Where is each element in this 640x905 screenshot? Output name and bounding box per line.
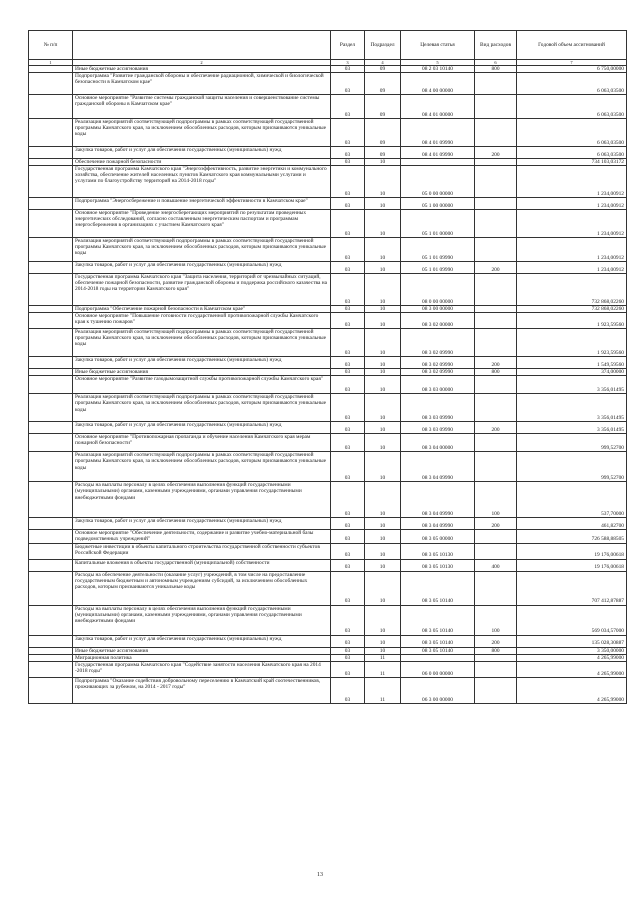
num-cell <box>29 210 73 238</box>
exp-type-cell: 200 <box>475 262 517 274</box>
table-row <box>29 198 627 210</box>
header-section: Раздел <box>331 31 365 60</box>
name-cell: Бюджетные инвестиции в объекты капитального строительства государственной собственности субъектов Российской Федерации <box>73 543 331 559</box>
name-cell: Подпрограмма "Энергосбережение и повышение энергетической эффективности в Камчатском крае" <box>73 198 331 210</box>
total-cell: 734 103,03172 <box>517 159 627 166</box>
target-cell: 05 1 01 09990 <box>401 262 475 274</box>
total-cell: 1 234,00912 <box>517 262 627 274</box>
header-num: № п/п <box>29 31 73 60</box>
name-cell: Подпрограмма "Развитие гражданской обороны и обеспечение радиационной, химической и биологической безопасности в Камчатском крае" <box>73 73 331 95</box>
section-cell: 03 <box>331 329 365 357</box>
name-cell: Основное мероприятие "Повышение готовности государственной противопожарной службы Камчатского края к тушению пожаров" <box>73 313 331 329</box>
exp-type-cell <box>475 376 517 394</box>
name-cell: Иные бюджетные ассигнования <box>73 369 331 376</box>
num-cell <box>29 530 73 543</box>
name-cell: Реализация мероприятий соответствующей подпрограммы в рамках соответствующей государственной программы Камчатского края, за исключением обособленных расходов, которым присваиваются уникальные коды <box>73 238 331 262</box>
exp-type-cell: 800 <box>475 66 517 73</box>
num-cell <box>29 543 73 559</box>
num-cell <box>29 482 73 518</box>
subsection-cell: 09 <box>365 147 401 159</box>
exp-type-cell <box>475 571 517 605</box>
name-cell: Закупка товаров, работ и услуг для обеспечения государственных (муниципальных) нужд <box>73 357 331 369</box>
target-cell: 08 3 05 00000 <box>401 530 475 543</box>
total-cell: 1 923,59560 <box>517 313 627 329</box>
section-cell: 03 <box>331 518 365 530</box>
section-cell: 03 <box>331 166 365 198</box>
target-cell: 08 4 01 09990 <box>401 147 475 159</box>
subsection-cell: 10 <box>365 329 401 357</box>
exp-type-cell <box>475 313 517 329</box>
num-cell <box>29 394 73 422</box>
exp-type-cell: 200 <box>475 422 517 434</box>
section-cell: 03 <box>331 66 365 73</box>
total-cell: 6 750,00000 <box>517 66 627 73</box>
subsection-cell: 10 <box>365 210 401 238</box>
header-name <box>73 31 331 60</box>
num-cell <box>29 677 73 703</box>
name-cell: Государственная программа Камчатского края "Энергоэффективность, развитие энергетики и коммунального хозяйства, обеспечение жителей населенных пунктов Камчатского края коммунальными услугами и услугами по благоустройству территорий на 2014-2018 годы" <box>73 166 331 198</box>
target-cell: 06 0 00 00000 <box>401 661 475 677</box>
subsection-cell: 10 <box>365 434 401 452</box>
page-number: 13 <box>317 872 323 878</box>
name-cell: Реализация мероприятий соответствующей подпрограммы в рамках соответствующей государственной программы Камчатского края, за исключением обособленных расходов, которым присваиваются уникальные коды <box>73 119 331 147</box>
total-cell: 6 063,03500 <box>517 119 627 147</box>
subsection-cell: 10 <box>365 422 401 434</box>
total-cell: 1 234,00912 <box>517 198 627 210</box>
section-cell: 03 <box>331 661 365 677</box>
target-cell: 08 3 02 00000 <box>401 313 475 329</box>
table-row <box>29 452 627 482</box>
num-cell <box>29 434 73 452</box>
target-cell: 08 4 01 00000 <box>401 95 475 119</box>
table-row <box>29 369 627 376</box>
name-cell: Государственная программа Камчатского края "Содействие занятости населения Камчатского края на 2014 -2018 годы" <box>73 661 331 677</box>
num-cell <box>29 95 73 119</box>
target-cell: 08 3 05 10130 <box>401 559 475 571</box>
target-cell: 08 4 00 00000 <box>401 73 475 95</box>
section-cell: 03 <box>331 482 365 518</box>
section-cell: 03 <box>331 159 365 166</box>
table-row <box>29 605 627 635</box>
name-cell: Расходы на обеспечение деятельности (оказание услуг) учреждений, в том числе на предоставление государственным бюджетным и автономным учреждениям субсидий, за исключением обособленных расходов, которым присваиваются уникальные коды <box>73 571 331 605</box>
subsection-cell: 10 <box>365 262 401 274</box>
num-cell <box>29 376 73 394</box>
target-cell: 08 3 05 10140 <box>401 605 475 635</box>
exp-type-cell <box>475 274 517 306</box>
table-row <box>29 530 627 543</box>
table-row <box>29 482 627 518</box>
name-cell: Расходы на выплаты персоналу в целях обеспечения выполнения функций государственными (муниципальными) органами, казенными учреждениями, органами управления государственными внебюджетными фондами <box>73 605 331 635</box>
num-cell <box>29 369 73 376</box>
total-cell: 3 356,01495 <box>517 422 627 434</box>
subsection-cell: 10 <box>365 159 401 166</box>
exp-type-cell <box>475 210 517 238</box>
name-cell: Закупка товаров, работ и услуг для обеспечения государственных (муниципальных) нужд <box>73 147 331 159</box>
header-exp-type: Вид расходов <box>475 31 517 60</box>
name-cell: Расходы на выплаты персоналу в целях обеспечения выполнения функций государственными (муниципальными) органами, казенными учреждениями, органами управления государственными внебюджетными фондами <box>73 482 331 518</box>
section-cell: 03 <box>331 198 365 210</box>
total-cell: 6 063,03500 <box>517 95 627 119</box>
budget-table <box>28 30 627 704</box>
section-cell: 03 <box>331 530 365 543</box>
subsection-cell: 09 <box>365 66 401 73</box>
table-row <box>29 661 627 677</box>
num-cell <box>29 262 73 274</box>
total-cell: 3 356,01495 <box>517 376 627 394</box>
target-cell <box>401 654 475 661</box>
target-cell: 08 3 05 10130 <box>401 543 475 559</box>
table-row <box>29 262 627 274</box>
exp-type-cell: 400 <box>475 559 517 571</box>
name-cell: Основное мероприятие "Проведение энергосберегающих мероприятий по результатам проведенных энергетических обследований, согласно составленным энергетическим паспортам и программам энергосбережения в организациях с участием Камчатского края" <box>73 210 331 238</box>
exp-type-cell <box>475 434 517 452</box>
subsection-cell: 10 <box>365 306 401 313</box>
total-cell: 4 265,99000 <box>517 654 627 661</box>
name-cell: Иные бюджетные ассигнования <box>73 647 331 654</box>
total-cell: 374,00000 <box>517 369 627 376</box>
total-cell: 1 234,00912 <box>517 238 627 262</box>
num-cell <box>29 329 73 357</box>
num-cell <box>29 518 73 530</box>
num-cell <box>29 73 73 95</box>
num-cell <box>29 119 73 147</box>
exp-type-cell <box>475 159 517 166</box>
subsection-cell: 10 <box>365 357 401 369</box>
num-cell <box>29 306 73 313</box>
target-cell: 08 2 03 10140 <box>401 66 475 73</box>
subsection-cell: 10 <box>365 238 401 262</box>
name-cell: Подпрограмма "Оказание содействия добровольному переселению в Камчатский край соотечественников, проживающих за рубежом, на 2014 - 2017 годы" <box>73 677 331 703</box>
header-total: Годовой объем ассигнований <box>517 31 627 60</box>
table-row <box>29 434 627 452</box>
exp-type-cell <box>475 654 517 661</box>
name-cell: Основное мероприятие "Обеспечение деятельности, содержание и развитие учебно-материальной базы подведомственных учреждений" <box>73 530 331 543</box>
subsection-cell: 10 <box>365 482 401 518</box>
exp-type-cell <box>475 543 517 559</box>
name-cell: Капитальные вложения в объекты государственной (муниципальной) собственности <box>73 559 331 571</box>
table-row <box>29 654 627 661</box>
exp-type-cell: 200 <box>475 518 517 530</box>
section-cell: 03 <box>331 654 365 661</box>
target-cell: 05 1 01 00000 <box>401 210 475 238</box>
table-row <box>29 313 627 329</box>
target-cell: 05 0 00 00000 <box>401 166 475 198</box>
num-cell <box>29 422 73 434</box>
name-cell: Реализация мероприятий соответствующей подпрограммы в рамках соответствующей государственной программы Камчатского края, за исключением обособленных расходов, которым присваиваются уникальные коды <box>73 329 331 357</box>
section-cell: 03 <box>331 357 365 369</box>
table-row <box>29 166 627 198</box>
target-cell: 08 4 01 09990 <box>401 119 475 147</box>
num-cell <box>29 159 73 166</box>
name-cell: Миграционная политика <box>73 654 331 661</box>
name-cell: Основное мероприятие "Развитие системы гражданской защиты населения и совершенствование системы гражданской обороны в Камчатском крае" <box>73 95 331 119</box>
num-cell <box>29 654 73 661</box>
name-cell: Реализация мероприятий соответствующей подпрограммы в рамках соответствующей государственной программы Камчатского края, за исключением обособленных расходов, которым присваиваются уникальные коды <box>73 394 331 422</box>
section-cell: 03 <box>331 95 365 119</box>
name-cell: Основное мероприятие "Противопожарная пропаганда и обучение населения Камчатского края мерам пожарной безопасности" <box>73 434 331 452</box>
total-cell: 1 923,59560 <box>517 329 627 357</box>
total-cell: 569 034,57000 <box>517 605 627 635</box>
section-cell: 03 <box>331 274 365 306</box>
target-cell: 08 3 05 10140 <box>401 647 475 654</box>
target-cell: 08 3 02 09990 <box>401 329 475 357</box>
section-cell: 03 <box>331 119 365 147</box>
num-cell <box>29 147 73 159</box>
table-row <box>29 159 627 166</box>
subsection-cell: 10 <box>365 635 401 647</box>
exp-type-cell <box>475 452 517 482</box>
exp-type-cell: 200 <box>475 147 517 159</box>
subsection-cell: 11 <box>365 677 401 703</box>
total-cell: 3 350,00000 <box>517 647 627 654</box>
total-cell: 732 868,02260 <box>517 274 627 306</box>
section-cell: 03 <box>331 571 365 605</box>
target-cell: 08 0 00 00000 <box>401 274 475 306</box>
table-row <box>29 394 627 422</box>
target-cell: 08 3 05 10140 <box>401 635 475 647</box>
target-cell: 08 3 03 00000 <box>401 376 475 394</box>
num-cell <box>29 635 73 647</box>
table-row <box>29 147 627 159</box>
section-cell: 03 <box>331 238 365 262</box>
target-cell: 08 3 05 10140 <box>401 571 475 605</box>
table-row <box>29 66 627 73</box>
subsection-cell: 10 <box>365 543 401 559</box>
total-cell: 19 176,00618 <box>517 543 627 559</box>
target-cell: 05 1 01 09990 <box>401 238 475 262</box>
target-cell: 08 3 02 09990 <box>401 357 475 369</box>
num-cell <box>29 571 73 605</box>
section-cell: 03 <box>331 543 365 559</box>
target-cell: 08 3 04 09990 <box>401 518 475 530</box>
subsection-cell: 09 <box>365 73 401 95</box>
exp-type-cell: 200 <box>475 357 517 369</box>
exp-type-cell <box>475 119 517 147</box>
name-cell: Основное мероприятие "Развитие газодымозащитной службы противопожарной службы Камчатского края" <box>73 376 331 394</box>
table-body <box>29 66 627 704</box>
name-cell: Подпрограмма "Обеспечение пожарной безопасности в Камчатском крае" <box>73 306 331 313</box>
num-cell <box>29 559 73 571</box>
num-cell <box>29 452 73 482</box>
num-cell <box>29 238 73 262</box>
target-cell: 05 1 00 00000 <box>401 198 475 210</box>
section-cell: 03 <box>331 210 365 238</box>
name-cell: Закупка товаров, работ и услуг для обеспечения государственных (муниципальных) нужд <box>73 262 331 274</box>
section-cell: 03 <box>331 635 365 647</box>
table-row <box>29 73 627 95</box>
table-row <box>29 95 627 119</box>
section-cell: 03 <box>331 376 365 394</box>
total-cell: 6 063,03500 <box>517 73 627 95</box>
exp-type-cell: 100 <box>475 605 517 635</box>
col-index: 6 <box>475 60 517 66</box>
section-cell: 03 <box>331 147 365 159</box>
total-cell: 1 234,00912 <box>517 210 627 238</box>
exp-type-cell <box>475 73 517 95</box>
exp-type-cell <box>475 329 517 357</box>
section-cell: 03 <box>331 306 365 313</box>
table-row <box>29 635 627 647</box>
table-row <box>29 210 627 238</box>
section-cell: 03 <box>331 422 365 434</box>
header-row <box>29 31 627 60</box>
target-cell: 08 3 03 09990 <box>401 394 475 422</box>
subsection-cell: 10 <box>365 369 401 376</box>
section-cell: 03 <box>331 434 365 452</box>
section-cell: 03 <box>331 559 365 571</box>
exp-type-cell: 100 <box>475 482 517 518</box>
num-cell <box>29 198 73 210</box>
header-target: Целевая статья <box>401 31 475 60</box>
subsection-cell: 10 <box>365 274 401 306</box>
subsection-cell: 10 <box>365 559 401 571</box>
name-cell: Закупка товаров, работ и услуг для обеспечения государственных (муниципальных) нужд <box>73 635 331 647</box>
table-row <box>29 376 627 394</box>
total-cell: 6 063,03500 <box>517 147 627 159</box>
num-cell <box>29 647 73 654</box>
target-cell <box>401 159 475 166</box>
col-index: 1 <box>29 60 73 66</box>
col-index: 5 <box>401 60 475 66</box>
total-cell: 537,70000 <box>517 482 627 518</box>
table-row <box>29 518 627 530</box>
subsection-cell: 10 <box>365 605 401 635</box>
subsection-cell: 10 <box>365 530 401 543</box>
name-cell: Закупка товаров, работ и услуг для обеспечения государственных (муниципальных) нужд <box>73 422 331 434</box>
section-cell: 03 <box>331 394 365 422</box>
table-row <box>29 357 627 369</box>
total-cell: 19 176,00618 <box>517 559 627 571</box>
section-cell: 03 <box>331 262 365 274</box>
target-cell: 08 3 04 09990 <box>401 482 475 518</box>
total-cell: 732 868,02260 <box>517 306 627 313</box>
exp-type-cell <box>475 530 517 543</box>
num-cell <box>29 66 73 73</box>
table-row <box>29 274 627 306</box>
name-cell: Обеспечение пожарной безопасности <box>73 159 331 166</box>
name-cell: Реализация мероприятий соответствующей подпрограммы в рамках соответствующей государственной программы Камчатского края, за исключением обособленных расходов, которым присваиваются уникальные коды <box>73 452 331 482</box>
target-cell: 08 3 04 00000 <box>401 434 475 452</box>
target-cell: 06 3 00 00000 <box>401 677 475 703</box>
target-cell: 08 3 00 00000 <box>401 306 475 313</box>
section-cell: 03 <box>331 605 365 635</box>
num-cell <box>29 313 73 329</box>
table-row <box>29 543 627 559</box>
subsection-cell: 10 <box>365 571 401 605</box>
exp-type-cell <box>475 306 517 313</box>
subsection-cell: 10 <box>365 313 401 329</box>
num-cell <box>29 166 73 198</box>
table-row <box>29 647 627 654</box>
section-cell: 03 <box>331 73 365 95</box>
subsection-cell: 10 <box>365 166 401 198</box>
exp-type-cell <box>475 677 517 703</box>
total-cell: 4 265,99000 <box>517 661 627 677</box>
total-cell: 3 356,01495 <box>517 394 627 422</box>
subsection-cell: 10 <box>365 394 401 422</box>
total-cell: 707 412,87887 <box>517 571 627 605</box>
exp-type-cell <box>475 166 517 198</box>
num-cell <box>29 661 73 677</box>
table-row <box>29 238 627 262</box>
exp-type-cell: 200 <box>475 635 517 647</box>
total-cell: 461,82700 <box>517 518 627 530</box>
exp-type-cell: 800 <box>475 369 517 376</box>
header-subsection: Подраздел <box>365 31 401 60</box>
col-index: 3 <box>331 60 365 66</box>
subsection-cell: 10 <box>365 376 401 394</box>
col-index: 2 <box>73 60 331 66</box>
exp-type-cell <box>475 95 517 119</box>
num-cell <box>29 357 73 369</box>
total-cell: 1 549,59560 <box>517 357 627 369</box>
table-row <box>29 306 627 313</box>
table-row <box>29 329 627 357</box>
subsection-cell: 10 <box>365 198 401 210</box>
subsection-cell: 11 <box>365 654 401 661</box>
table-row <box>29 119 627 147</box>
num-cell <box>29 274 73 306</box>
num-cell <box>29 605 73 635</box>
target-cell: 08 3 03 09990 <box>401 422 475 434</box>
col-index: 4 <box>365 60 401 66</box>
section-cell: 03 <box>331 677 365 703</box>
subsection-cell: 11 <box>365 661 401 677</box>
exp-type-cell <box>475 394 517 422</box>
name-cell: Иные бюджетные ассигнования <box>73 66 331 73</box>
col-index: 7 <box>517 60 627 66</box>
section-cell: 03 <box>331 452 365 482</box>
total-cell: 135 028,30887 <box>517 635 627 647</box>
exp-type-cell <box>475 198 517 210</box>
exp-type-cell <box>475 238 517 262</box>
total-cell: 4 265,99000 <box>517 677 627 703</box>
exp-type-cell: 800 <box>475 647 517 654</box>
table-row <box>29 559 627 571</box>
subsection-cell: 09 <box>365 95 401 119</box>
target-cell: 08 3 02 09990 <box>401 369 475 376</box>
section-cell: 03 <box>331 313 365 329</box>
target-cell: 08 3 04 09990 <box>401 452 475 482</box>
subsection-cell: 10 <box>365 647 401 654</box>
total-cell: 726 588,88505 <box>517 530 627 543</box>
total-cell: 999,52700 <box>517 452 627 482</box>
name-cell: Закупка товаров, работ и услуг для обеспечения государственных (муниципальных) нужд <box>73 518 331 530</box>
subsection-cell: 10 <box>365 452 401 482</box>
section-cell: 03 <box>331 647 365 654</box>
table-row <box>29 422 627 434</box>
total-cell: 1 234,00912 <box>517 166 627 198</box>
subsection-cell: 10 <box>365 518 401 530</box>
subsection-cell: 09 <box>365 119 401 147</box>
table-row <box>29 571 627 605</box>
name-cell: Государственная программа Камчатского края "Защита населения, территорий от чрезвычайных ситуаций, обеспечение пожарной безопасности, развитие гражданской обороны и поддержка российского казачества на 2014-2018 годы на территории Камчатского края" <box>73 274 331 306</box>
total-cell: 999,52700 <box>517 434 627 452</box>
table-row <box>29 677 627 703</box>
section-cell: 03 <box>331 369 365 376</box>
exp-type-cell <box>475 661 517 677</box>
